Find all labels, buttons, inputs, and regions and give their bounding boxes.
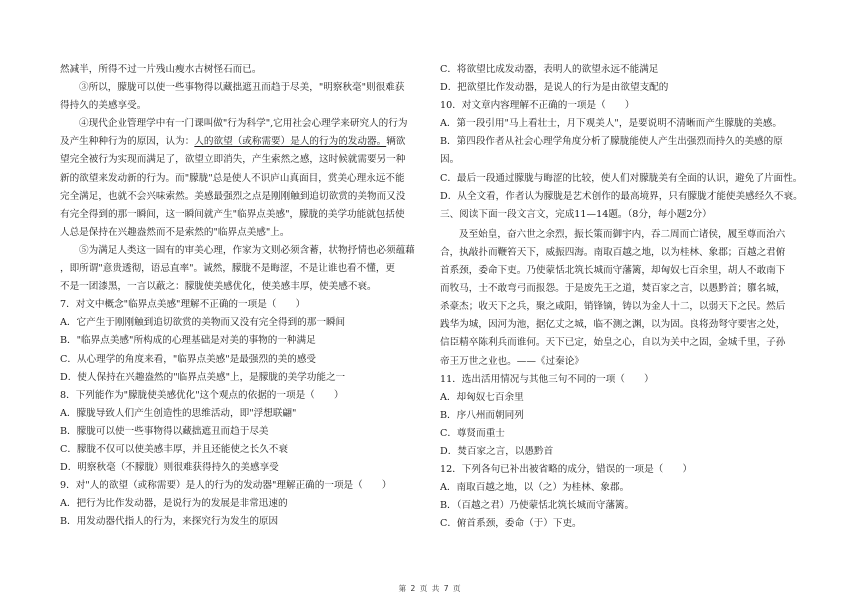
question-stem: 10．对文章内容理解不正确的一项是（ ）: [440, 100, 635, 112]
option-b[interactable]: B．朦胧可以使一些事物得以藏拙遮丑而趋于尽美: [60, 425, 269, 437]
passage-line: 合，执敲扑而鞭笞天下，威振四海。南取百越之地，以为桂林、象郡；百越之君俯: [440, 246, 786, 258]
option-d[interactable]: D．明察秋毫（不朦胧）则很难获得持久的美感享受: [60, 462, 279, 474]
question-12: [440, 461, 805, 533]
option-a[interactable]: A．把行为比作发动器，是说行为的发展是非常迅速的: [60, 498, 288, 510]
option-c[interactable]: C．俯首系颈，委命（于）下吏。: [440, 518, 582, 530]
option-a[interactable]: A．朦胧导致人们产生创造性的思维活动，即"浮想联翩": [60, 407, 297, 419]
passage-line: 不是一团漆黑，一言以蔽之：朦胧使美感优化，使美感丰厚，使美感不衰。: [60, 281, 377, 293]
paragraph-4: [60, 115, 418, 242]
option-d[interactable]: D．使人保持在兴趣盎然的"临界点美感"上，是朦胧的美学功能之一: [60, 371, 346, 383]
question-9-continued: [440, 61, 805, 97]
option-b[interactable]: B．（百越之君）乃使蒙恬北筑长城而守藩篱。: [440, 500, 635, 512]
option-c[interactable]: C．从心理学的角度来看，"临界点美感"是最强烈的美的感受: [60, 353, 317, 365]
passage-line: 有完全得到的那一瞬间，这一瞬间就产生"临界点美感"，朦胧的美学功能就包括使: [60, 208, 405, 220]
passage-line: 人总是保持在兴趣盎然而不是索然的"临界点美感"上。: [60, 226, 290, 238]
passage-line: [60, 133, 418, 151]
passage-line: 而牧马，士不敢弯弓而报怨。于是废先王之道，焚百家之言，以愚黔首；隳名城，: [440, 283, 786, 295]
question-9: [60, 477, 418, 531]
underlined-sentence: 人的欲望（或称需要）是人的行为的发动器。: [194, 136, 387, 148]
option-b[interactable]: B．"临界点美感"所构成的心理基础是对美的事物的一种满足: [60, 335, 316, 347]
passage-line: 得持久的美感享受。: [60, 100, 147, 112]
passage-line: 完全满足，也就不会兴味索然。美感最强烈之点是刚刚触到追切欲赏的美物而又没: [60, 190, 406, 202]
question-stem: 12．下列各句已补出被省略的成分，错误的一项是（ ）: [440, 464, 693, 476]
passage-line: 信臣精卒陈利兵而谁何。天下已定，始皇之心，自以为关中之固，金城千里，子孙: [440, 337, 786, 349]
passage-line: 及至始皇，奋六世之余烈，振长策而御宇内，吞二周而亡诸侯，履至尊而治六: [459, 228, 786, 240]
passage-line: 帝王万世之业也。——《过秦论》: [440, 355, 584, 367]
passage-line: 杀豪杰；收天下之兵，聚之咸阳，销锋镝，铸以为金人十二，以弱天下之民。然后: [440, 301, 786, 313]
passage-line: 望完全被行为实现而满足了，欲望立即消失，产生索然之感，这时候就需要另一种: [60, 154, 406, 166]
classical-passage: [440, 226, 805, 371]
passage-line: 新的欲望来发动新的行为。而"朦胧"总是使人不识庐山真面目，赏美心理永远不能: [60, 172, 405, 184]
option-d[interactable]: D．从全文看，作者认为朦胧是艺术创作的最高境界，只有朦胧才能使美感经久不衰。: [440, 190, 803, 202]
passage-line: 然减半，所得不过一片残山瘦水古树怪石而已。: [60, 64, 262, 75]
passage-line: ③所以，朦胧可以使一些事物得以藏拙遮丑而趋于尽美，"明察秋毫"则很难获: [79, 82, 405, 94]
option-b[interactable]: B．第四段作者从社会心理学角度分析了朦胧能使人产生出强烈而持久的美感的原: [440, 136, 783, 148]
left-column: [60, 61, 418, 531]
option-b[interactable]: B．用发动器代指人的行为，来探究行为发生的原因: [60, 516, 279, 528]
passage-text: 辆欲: [386, 136, 406, 148]
question-10: [440, 97, 805, 206]
passage-line: 首系颈，委命下吏。乃使蒙恬北筑长城而守藩篱，却匈奴七百余里，胡人不敢南下: [440, 265, 786, 277]
question-stem: 11．选出活用情况与其他三句不同的一项（ ）: [440, 373, 654, 385]
option-a[interactable]: A．第一段引用"马上看壮士，月下观美人"，是要说明不清晰而产生朦胧的美感。: [440, 118, 782, 130]
paragraph-5: [60, 242, 418, 296]
passage-line: 践华为城，因河为池，据亿丈之城，临不测之渊，以为固。良将劲弩守要害之处，: [440, 319, 786, 331]
question-8: [60, 387, 418, 477]
option-b-continued: 因。: [440, 154, 460, 166]
section-heading: 三、阅读下面一段文言文，完成11—14题。（8分，每小题2分）: [440, 208, 712, 220]
question-stem: 9．对"人的欲望（或称需要）是人的行为的发动器"理解正确的一项是（ ）: [60, 480, 392, 492]
right-column: [440, 61, 805, 533]
option-c[interactable]: C．最后一段通过朦胧与晦涩的比较，使人们对朦胧美有全面的认识，避免了片面性。: [440, 172, 803, 184]
option-d[interactable]: D．把欲望比作发动器，是说人的行为是由欲望支配的: [440, 82, 669, 94]
question-11: [440, 371, 805, 461]
question-7: [60, 296, 418, 386]
passage-line: ⑤为满足人类这一固有的审美心理，作家为文则必须含蓄，状物抒情也必须蕴藉: [79, 244, 415, 256]
page-footer: 第 2 页 共 7 页: [398, 584, 462, 593]
question-stem: 7．对文中概念"临界点美感"理解不正确的一项是（ ）: [60, 299, 306, 311]
passage-text: 及产生种种行为的原因，认为：: [60, 136, 195, 148]
option-d[interactable]: D．焚百家之言，以愚黔首: [440, 445, 554, 457]
question-stem: 8．下列能作为"朦胧使美感优化"这个观点的依据的一项是（ ）: [60, 389, 344, 401]
option-a[interactable]: A．南取百越之地，以（之）为桂林、象郡。: [440, 482, 630, 494]
option-c[interactable]: C．将欲望比成发动器，表明人的欲望永远不能满足: [440, 64, 659, 75]
passage-line: ，即所谓"意贵透彻，语忌直率"。诚然，朦胧不是晦涩，不是让谁也看不懂，更: [60, 263, 396, 275]
passage-line: ④现代企业管理学中有一门课叫做"行为科学",它用社会心理学来研究人的行为: [79, 118, 408, 130]
option-c[interactable]: C．朦胧不仅可以使美感丰厚，并且还能使之长久不衰: [60, 443, 288, 455]
option-b[interactable]: B．序八州而朝同列: [440, 409, 524, 421]
option-a[interactable]: A．却匈奴七百余里: [440, 391, 524, 403]
paragraph-3: [60, 79, 418, 115]
option-a[interactable]: A．它产生于刚刚触到追切欲赏的美物而又没有完全得到的那一瞬间: [60, 317, 346, 329]
option-c[interactable]: C．尊贤而重士: [440, 427, 505, 439]
